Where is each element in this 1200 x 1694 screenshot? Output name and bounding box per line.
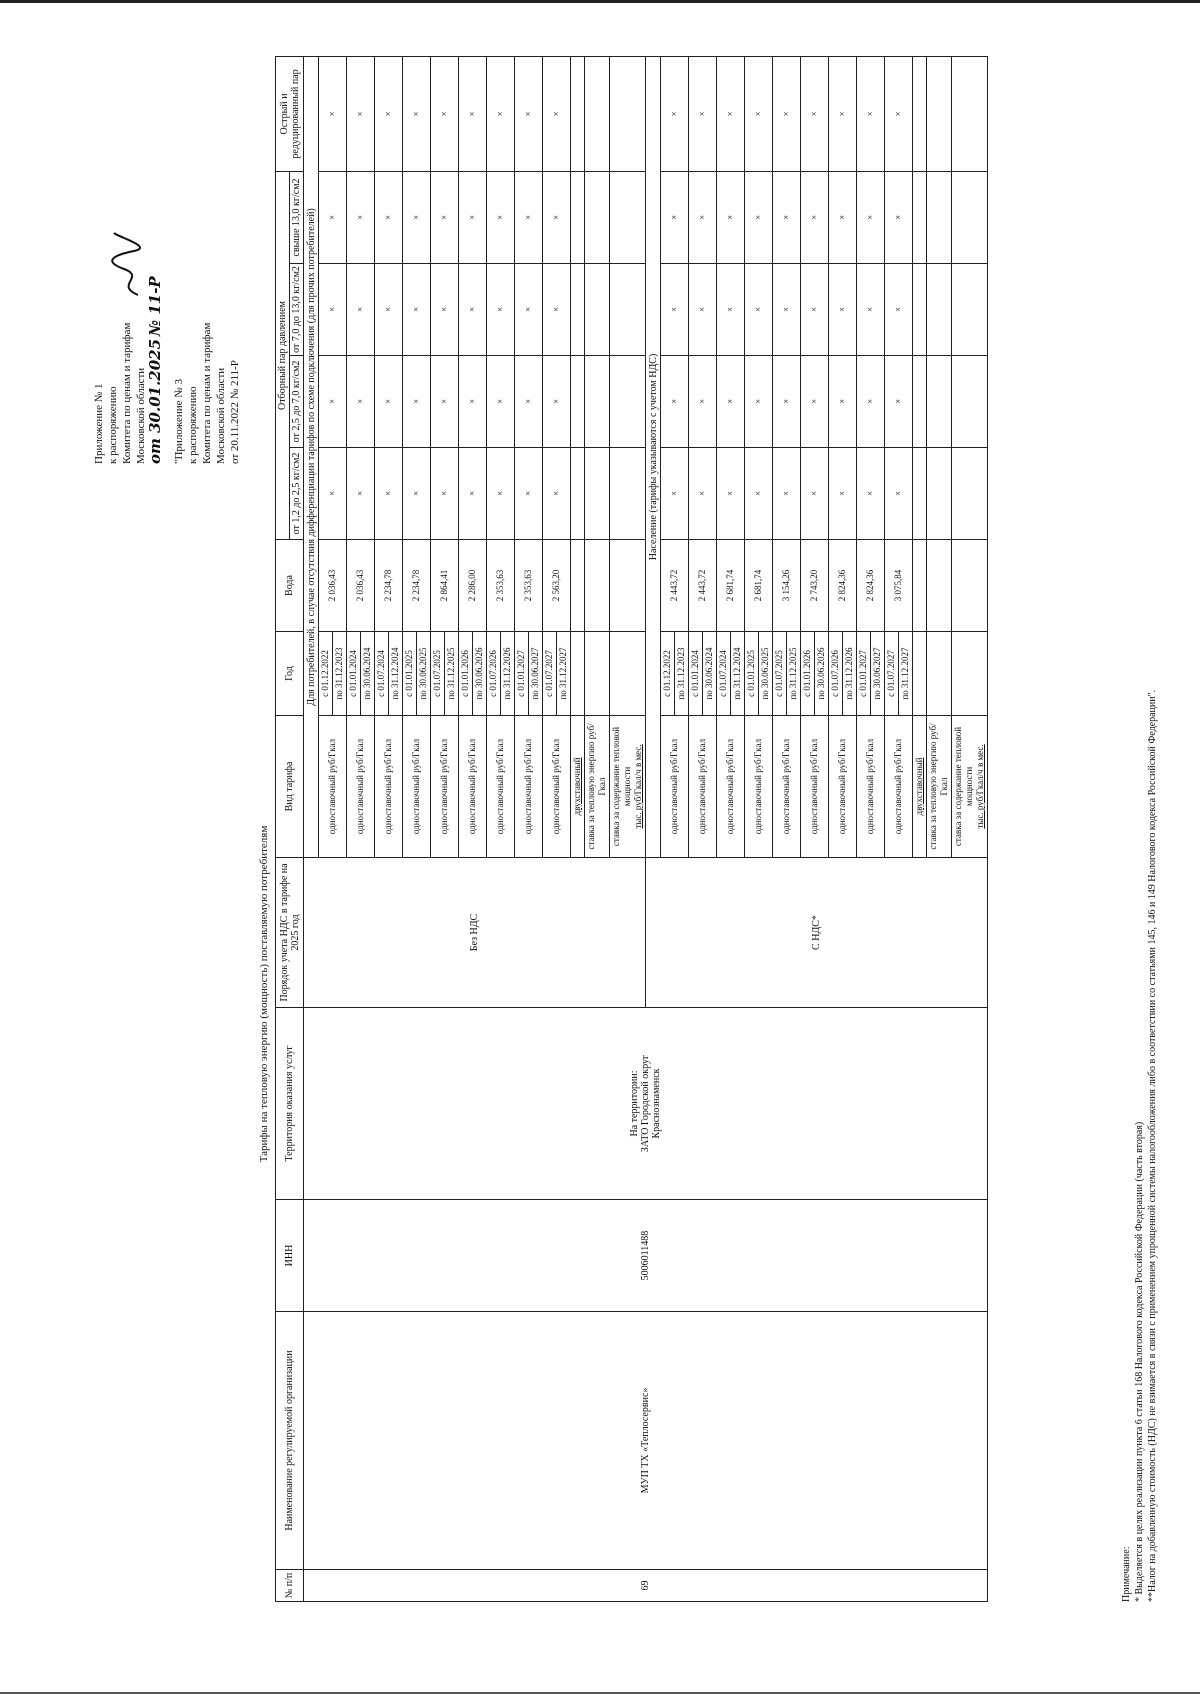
x-mark-cell: × [661, 264, 689, 356]
period-to: по 30.06.2027 [529, 632, 543, 716]
x-mark-cell: × [543, 356, 571, 448]
period-to: по 31.12.2027 [899, 632, 913, 716]
empty-cell [585, 56, 610, 171]
empty-cell [913, 171, 927, 263]
x-mark-cell: × [543, 171, 571, 263]
water-value: 2 563,20 [543, 540, 571, 632]
period-to: по 31.12.2025 [787, 632, 801, 716]
water-value: 2 036,43 [347, 540, 375, 632]
territory-cell [304, 1008, 988, 1200]
empty-cell [610, 356, 646, 448]
empty-cell [927, 56, 952, 171]
x-mark-cell: × [375, 448, 403, 540]
tariff-type: одноставочный руб/Гкал [689, 716, 717, 858]
period-to: по 31.12.2024 [731, 632, 745, 716]
tariff-type: одноставочный руб/Гкал [431, 716, 459, 858]
empty-cell [571, 171, 585, 263]
period-to: по 31.12.2027 [557, 632, 571, 716]
x-mark-cell: × [689, 448, 717, 540]
tariff-type: одноставочный руб/Гкал [375, 716, 403, 858]
empty-cell [952, 540, 988, 632]
x-mark-cell: × [319, 171, 347, 263]
tariff-type: одноставочный руб/Гкал [347, 716, 375, 858]
approval-date-line [148, 254, 164, 464]
x-mark-cell: × [829, 448, 857, 540]
empty-cell [927, 448, 952, 540]
x-mark-cell: × [717, 448, 745, 540]
x-mark-cell: × [543, 448, 571, 540]
x-mark-cell: × [403, 264, 431, 356]
water-value: 2 234,78 [403, 540, 431, 632]
x-mark-cell: × [717, 56, 745, 171]
x-mark-cell: × [515, 56, 543, 171]
period-from: с 01.01.2027 [857, 632, 871, 716]
x-mark-cell: × [487, 356, 515, 448]
tariff-type: одноставочный руб/Гкал [829, 716, 857, 858]
empty-cell [610, 448, 646, 540]
empty-cell [571, 448, 585, 540]
x-mark-cell: × [689, 56, 717, 171]
x-mark-cell: × [717, 264, 745, 356]
tariff-type: одноставочный руб/Гкал [885, 716, 913, 858]
header-pressure-1: от 1,2 до 2,5 кг/см2 [290, 448, 304, 540]
tariff-type: одноставочный руб/Гкал [745, 716, 773, 858]
x-mark-cell: × [801, 264, 829, 356]
period-to: по 31.12.2026 [843, 632, 857, 716]
water-value: 2 286,00 [459, 540, 487, 632]
period-to: по 31.12.2026 [501, 632, 515, 716]
x-mark-cell: × [801, 448, 829, 540]
header-num: № п/п [276, 1570, 304, 1602]
empty-cell [610, 540, 646, 632]
empty-cell [927, 540, 952, 632]
tariff-type: одноставочный руб/Гкал [543, 716, 571, 858]
header-year: Год [276, 632, 304, 716]
x-mark-cell: × [829, 171, 857, 263]
x-mark-cell: × [829, 264, 857, 356]
tariff-type: одноставочный руб/Гкал [459, 716, 487, 858]
header-vat: Порядок учета НДС в тарифе на 2025 год [276, 858, 304, 1008]
period-from: с 01.01.2024 [689, 632, 703, 716]
prev-approval-line: от 20.11.2022 № 211-Р [229, 360, 241, 464]
period-from: с 01.07.2026 [829, 632, 843, 716]
water-value: 2 824,36 [829, 540, 857, 632]
water-value: 2 824,36 [857, 540, 885, 632]
territory-line: На территории: [629, 1070, 640, 1137]
empty-cell [610, 632, 646, 716]
x-mark-cell: × [885, 56, 913, 171]
empty-cell [585, 264, 610, 356]
notes [1120, 690, 1159, 1602]
x-mark-cell: × [347, 264, 375, 356]
x-mark-cell: × [319, 448, 347, 540]
empty-cell [952, 264, 988, 356]
x-mark-cell: × [431, 264, 459, 356]
x-mark-cell: × [431, 56, 459, 171]
period-from: с 01.01.2027 [515, 632, 529, 716]
header-sharp-steam: Острый и редуцированный пар [276, 56, 304, 171]
period-to: по 30.06.2024 [361, 632, 375, 716]
x-mark-cell: × [661, 56, 689, 171]
empty-cell [952, 171, 988, 263]
x-mark-cell: × [403, 56, 431, 171]
empty-cell [585, 448, 610, 540]
table-body [304, 56, 988, 1601]
water-value: 2 443,72 [689, 540, 717, 632]
empty-cell [571, 540, 585, 632]
section-label: Для потребителей, в случае отсутствия дифференциации тарифов по схеме подключения (для прочих потребителей) [304, 56, 319, 857]
header-water: Вода [276, 540, 304, 632]
rate-energy-label: ставка за тепловую энергию руб/Гкал [927, 716, 952, 858]
x-mark-cell: × [745, 264, 773, 356]
x-mark-cell: × [857, 171, 885, 263]
period-from: с 01.12.2022 [319, 632, 333, 716]
x-mark-cell: × [689, 264, 717, 356]
empty-cell [610, 56, 646, 171]
tariff-type: одноставочный руб/Гкал [773, 716, 801, 858]
empty-cell [952, 632, 988, 716]
x-mark-cell: × [459, 171, 487, 263]
empty-cell [571, 356, 585, 448]
empty-cell [610, 264, 646, 356]
period-to: по 31.12.2025 [445, 632, 459, 716]
x-mark-cell: × [375, 264, 403, 356]
x-mark-cell: × [403, 356, 431, 448]
empty-cell [913, 540, 927, 632]
x-mark-cell: × [431, 171, 459, 263]
empty-cell [585, 171, 610, 263]
x-mark-cell: × [459, 264, 487, 356]
x-mark-cell: × [403, 171, 431, 263]
period-from: с 01.01.2024 [347, 632, 361, 716]
header-pressure-4: свыше 13,0 кг/см2 [290, 171, 304, 263]
x-mark-cell: × [745, 448, 773, 540]
x-mark-cell: × [801, 356, 829, 448]
tariff-type: одноставочный руб/Гкал [717, 716, 745, 858]
rate-capacity-label [610, 716, 646, 858]
x-mark-cell: × [773, 448, 801, 540]
tariff-type: одноставочный руб/Гкал [487, 716, 515, 858]
vat-cell: С НДС* [646, 858, 988, 1008]
x-mark-cell: × [347, 56, 375, 171]
period-from: с 01.01.2025 [403, 632, 417, 716]
document-title: Тарифы на тепловую энергию (мощность) поставляемую потребителям [258, 825, 270, 1163]
period-from: с 01.01.2025 [745, 632, 759, 716]
territory-line: ЗАТО Городской округ [640, 1054, 651, 1153]
empty-cell [952, 356, 988, 448]
signature-mark [108, 229, 150, 299]
x-mark-cell: × [487, 264, 515, 356]
empty-cell [952, 56, 988, 171]
empty-cell [913, 356, 927, 448]
x-mark-cell: × [375, 356, 403, 448]
period-from: с 01.07.2026 [487, 632, 501, 716]
x-mark-cell: × [375, 171, 403, 263]
header-inn: ИНН [276, 1200, 304, 1312]
empty-cell [927, 356, 952, 448]
period-from: с 01.07.2024 [375, 632, 389, 716]
prev-approval-line: "Приложение № 3 [173, 378, 185, 464]
handwritten-date: от 30.01.2025 [146, 338, 164, 464]
x-mark-cell: × [717, 171, 745, 263]
x-mark-cell: × [773, 56, 801, 171]
x-mark-cell: × [885, 264, 913, 356]
approval-line: Приложение № 1 [93, 383, 105, 464]
tariff-type: одноставочный руб/Гкал [661, 716, 689, 858]
x-mark-cell: × [717, 356, 745, 448]
notes-label: Примечание: [1121, 1546, 1132, 1602]
approval-line: Московской области [135, 367, 147, 464]
rate-capacity-line: мощности [964, 766, 974, 807]
period-to: по 30.06.2026 [815, 632, 829, 716]
x-mark-cell: × [829, 356, 857, 448]
prev-approval-line: к распоряжению [187, 386, 199, 464]
x-mark-cell: × [885, 448, 913, 540]
empty-cell [913, 264, 927, 356]
tariff-type: одноставочный руб/Гкал [857, 716, 885, 858]
x-mark-cell: × [745, 356, 773, 448]
water-value: 2 036,43 [319, 540, 347, 632]
x-mark-cell: × [319, 264, 347, 356]
tariff-type: одноставочный руб/Гкал [515, 716, 543, 858]
x-mark-cell: × [487, 171, 515, 263]
empty-cell [913, 632, 927, 716]
empty-cell [913, 448, 927, 540]
x-mark-cell: × [319, 56, 347, 171]
empty-cell [913, 56, 927, 171]
water-value: 2 681,74 [745, 540, 773, 632]
x-mark-cell: × [487, 56, 515, 171]
x-mark-cell: × [431, 448, 459, 540]
prev-approval-line: Московской области [215, 367, 227, 464]
period-to: по 30.06.2025 [759, 632, 773, 716]
rate-capacity-label [952, 716, 988, 858]
x-mark-cell: × [801, 56, 829, 171]
water-value: 2 681,74 [717, 540, 745, 632]
period-to: по 31.12.2023 [333, 632, 347, 716]
approval-line: к распоряжению [107, 386, 119, 464]
org-name: МУП ТХ «Теплосервис» [304, 1312, 988, 1570]
period-from: с 01.01.2026 [459, 632, 473, 716]
row-number: 69 [304, 1570, 988, 1602]
header-pressure-2: от 2,5 до 7,0 кг/см2 [290, 356, 304, 448]
tariff-table [275, 56, 988, 1602]
x-mark-cell: × [347, 171, 375, 263]
x-mark-cell: × [515, 264, 543, 356]
period-from: с 01.07.2025 [431, 632, 445, 716]
x-mark-cell: × [885, 171, 913, 263]
empty-cell [585, 356, 610, 448]
x-mark-cell: × [431, 356, 459, 448]
period-to: по 31.12.2024 [389, 632, 403, 716]
tariff-type: одноставочный руб/Гкал [319, 716, 347, 858]
x-mark-cell: × [403, 448, 431, 540]
x-mark-cell: × [487, 448, 515, 540]
x-mark-cell: × [661, 356, 689, 448]
x-mark-cell: × [375, 56, 403, 171]
x-mark-cell: × [515, 171, 543, 263]
water-value: 3 075,84 [885, 540, 913, 632]
period-from: с 01.12.2022 [661, 632, 675, 716]
rate-capacity-line: тыс. руб/Гкал/ч в мес. [975, 744, 985, 829]
x-mark-cell: × [857, 356, 885, 448]
header-org: Наименование регулируемой организации [276, 1312, 304, 1570]
two-part-label: двухставочный [571, 716, 585, 858]
x-mark-cell: × [347, 356, 375, 448]
x-mark-cell: × [319, 356, 347, 448]
water-value: 2 743,20 [801, 540, 829, 632]
x-mark-cell: × [689, 356, 717, 448]
period-to: по 30.06.2026 [473, 632, 487, 716]
section-label: Население (тарифы указываются с учетом НДС) [646, 56, 661, 857]
water-value: 2 864,41 [431, 540, 459, 632]
x-mark-cell: × [515, 356, 543, 448]
x-mark-cell: × [459, 448, 487, 540]
water-value: 2 353,63 [487, 540, 515, 632]
period-from: с 01.01.2026 [801, 632, 815, 716]
empty-cell [952, 448, 988, 540]
x-mark-cell: × [773, 264, 801, 356]
tariff-type: одноставочный руб/Гкал [801, 716, 829, 858]
header-type: Вид тарифа [276, 716, 304, 858]
x-mark-cell: × [661, 171, 689, 263]
period-from: с 01.07.2027 [885, 632, 899, 716]
period-to: по 30.06.2027 [871, 632, 885, 716]
header-steam: Отборный пар давлением [276, 171, 290, 539]
x-mark-cell: × [857, 56, 885, 171]
x-mark-cell: × [773, 356, 801, 448]
x-mark-cell: × [801, 171, 829, 263]
x-mark-cell: × [347, 448, 375, 540]
note-1: * Выделяется в целях реализации пункта 6 статьи 168 Налогового кодекса Российской Федерации (часть вторая) [1134, 1121, 1145, 1602]
x-mark-cell: × [459, 56, 487, 171]
water-value: 3 154,26 [773, 540, 801, 632]
x-mark-cell: × [857, 264, 885, 356]
x-mark-cell: × [661, 448, 689, 540]
x-mark-cell: × [515, 448, 543, 540]
x-mark-cell: × [829, 56, 857, 171]
empty-cell [585, 540, 610, 632]
period-to: по 31.12.2023 [675, 632, 689, 716]
empty-cell [571, 264, 585, 356]
prev-approval-line: Комитета по ценам и тарифам [201, 322, 213, 464]
empty-cell [927, 171, 952, 263]
water-value: 2 234,78 [375, 540, 403, 632]
header-pressure-3: от 7,0 до 13,0 кг/см2 [290, 264, 304, 356]
inn-value: 5006011488 [304, 1200, 988, 1312]
x-mark-cell: × [543, 264, 571, 356]
empty-cell [927, 632, 952, 716]
period-from: с 01.07.2027 [543, 632, 557, 716]
x-mark-cell: × [543, 56, 571, 171]
x-mark-cell: × [885, 356, 913, 448]
rate-capacity-line: мощности [622, 766, 632, 807]
rate-capacity-line: ставка за содержание тепловой [953, 726, 963, 847]
water-value: 2 353,63 [515, 540, 543, 632]
empty-cell [571, 632, 585, 716]
rate-energy-label: ставка за тепловую энергию руб/Гкал [585, 716, 610, 858]
empty-cell [610, 171, 646, 263]
x-mark-cell: × [689, 171, 717, 263]
rate-capacity-line: ставка за содержание тепловой [611, 726, 621, 847]
two-part-label: двухставочный [913, 716, 927, 858]
water-value: 2 443,72 [661, 540, 689, 632]
vat-cell: Без НДС [304, 858, 646, 1008]
empty-cell [571, 56, 585, 171]
approval-line: Комитета по ценам и тарифам [121, 322, 133, 464]
x-mark-cell: × [745, 171, 773, 263]
empty-cell [585, 632, 610, 716]
section-label-row [304, 56, 319, 1601]
x-mark-cell: × [459, 356, 487, 448]
period-to: по 30.06.2024 [703, 632, 717, 716]
territory-line: Краснознаменск [651, 1068, 662, 1139]
x-mark-cell: × [773, 171, 801, 263]
rate-capacity-line: тыс. руб/Гкал/ч в мес. [633, 744, 643, 829]
header-territory: Территория оказания услуг [276, 1008, 304, 1200]
empty-cell [927, 264, 952, 356]
handwritten-number: № 11-Р [146, 276, 164, 337]
period-from: с 01.07.2025 [773, 632, 787, 716]
x-mark-cell: × [857, 448, 885, 540]
period-to: по 30.06.2025 [417, 632, 431, 716]
tariff-type: одноставочный руб/Гкал [403, 716, 431, 858]
note-2: **Налог на добавленную стоимость (НДС) не взимается в связи с применением упрощенной системы налогообложения либо в соответствии со статьями 145, 146 и 149 Налогового кодекса Российской Федерации". [1147, 689, 1158, 1602]
x-mark-cell: × [745, 56, 773, 171]
period-from: с 01.07.2024 [717, 632, 731, 716]
